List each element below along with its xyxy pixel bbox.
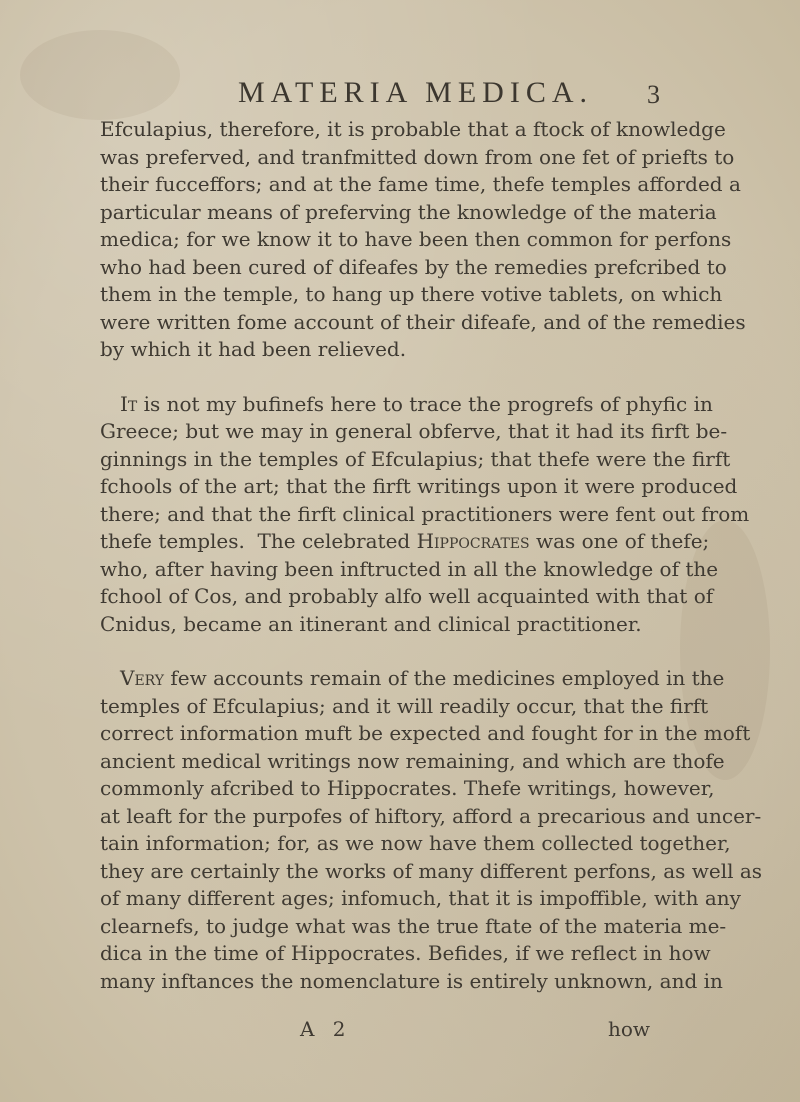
text-run: was one of thefe; — [529, 529, 710, 553]
page-number: 3 — [647, 80, 660, 109]
running-head: MATERIA MEDICA. — [238, 76, 594, 109]
text-line: who, after having been inftructed in all the knowledge of the — [100, 556, 719, 581]
text-line: there; and that the firft clinical practitioners were fent out from — [100, 501, 750, 526]
text-line: by which it had been relieved. — [100, 337, 407, 361]
text-line: many inftances the nomenclature is entirely unknown, and in — [100, 968, 723, 993]
text-line: medica; for we know it to have been then common for perfons — [100, 227, 732, 251]
text-line: commonly afcribed to Hippocrates. Thefe writings, however, — [100, 776, 715, 800]
text-line — [100, 528, 710, 556]
text-line: of many different ages; infomuch, that it is impoffible, with any — [100, 886, 741, 910]
text-line: clearnefs, to judge what was the true ftate of the materia me- — [100, 913, 727, 938]
page-header — [100, 76, 660, 116]
text-line: particular means of preferving the knowledge of the materia — [100, 199, 717, 224]
text-line: temples of Efculapius; and it will readily occur, that the firft — [100, 693, 709, 718]
text-line — [100, 391, 713, 419]
paragraph-lead: It — [120, 391, 138, 416]
paragraph-lead: Very — [120, 666, 165, 690]
signature-mark: A 2 — [300, 1017, 352, 1041]
text-line: were written fome account of their difeafe, and of the remedies — [100, 309, 746, 334]
text-line: dica in the time of Hippocrates. Befides, if we reflect in how — [100, 941, 711, 965]
text-line: correct information muft be expected and fought for in the moft — [100, 721, 751, 745]
text-line: at leaft for the purpofes of hiftory, afford a precarious and uncer- — [100, 803, 762, 828]
text-line: they are certainly the works of many different perfons, as well as — [100, 858, 763, 883]
text-run: thefe temples. The celebrated — [100, 529, 417, 553]
text-line: them in the temple, to hang up there votive tablets, on which — [100, 282, 723, 306]
body-text — [100, 116, 763, 995]
text-line: ancient medical writings now remaining, and which are thofe — [100, 748, 725, 773]
text-line: their fucceffors; and at the fame time, thefe temples afforded a — [100, 172, 741, 196]
paragraph-1 — [100, 116, 746, 364]
text-line: Efculapius, therefore, it is probable that a ftock of knowledge — [100, 117, 726, 141]
text-line: was preferved, and tranfmitted down from one fet of priefts to — [100, 144, 735, 169]
text-line: tain information; for, as we now have them collected together, — [100, 831, 731, 855]
text-run: few accounts remain of the medicines employed in the — [164, 666, 725, 690]
catchword: how — [607, 1017, 650, 1041]
paragraph-2 — [100, 391, 750, 639]
text-line — [100, 665, 725, 693]
hippocrates-name: Hippocrates — [416, 529, 530, 553]
page-footer — [100, 1017, 660, 1047]
text-line: fchools of the art; that the firft writings upon it were produced — [100, 474, 738, 498]
text-line: fchool of Cos, and probably alfo well acquainted with that of — [100, 584, 714, 608]
paragraph-3 — [100, 665, 763, 995]
text-line: Greece; but we may in general obferve, that it had its firft be- — [100, 419, 728, 443]
text-line: Cnidus, became an itinerant and clinical practitioner. — [100, 611, 642, 636]
text-line: who had been cured of difeafes by the remedies prefcribed to — [100, 254, 727, 279]
text-line: ginnings in the temples of Efculapius; that thefe were the firft — [100, 446, 731, 471]
text-run: is not my bufinefs here to trace the progrefs of phyfic in — [137, 391, 713, 416]
